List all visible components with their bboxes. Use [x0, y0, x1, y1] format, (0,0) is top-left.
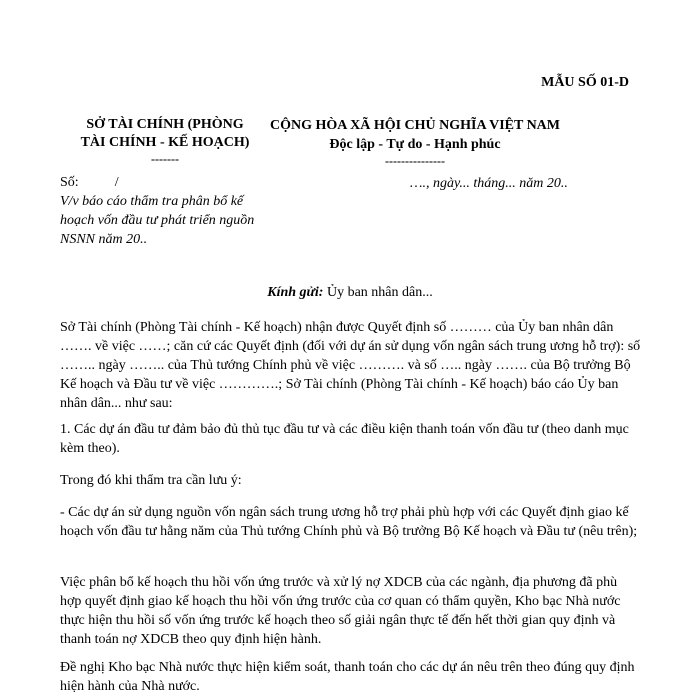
motto: Độc lập - Tự do - Hạnh phúc [329, 137, 501, 152]
paragraph-request: Đề nghị Kho bạc Nhà nước thực hiện kiểm soát, thanh toán cho các dự án nêu trên theo đúng quy định hiện hành của Nhà nước. [60, 660, 635, 694]
national-motto-header [262, 116, 568, 168]
recipient-label: Kính gửi: [267, 285, 324, 300]
paragraph-note-2: Việc phân bổ kế hoạch thu hồi vốn ứng trước và xử lý nợ XDCB của các ngành, địa phương đã phù hợp quyết định giao kế hoạch thu hồi vốn ứng trước của cơ quan có thẩm quyền, Kho bạc Nhà nước thực hiện thu hồi số vốn ứng trước kế hoạch theo số giải ngân thực tế đến hết thời gian quy định và thanh toán nợ XDCB theo quy định hiện hành. [60, 575, 621, 647]
date-line: …., ngày... tháng... năm 20.. [410, 176, 568, 191]
issuing-agency-header [60, 116, 270, 166]
agency-divider: ------- [151, 152, 179, 166]
recipient-line [0, 285, 700, 301]
paragraph-note-heading: Trong đó khi thẩm tra cần lưu ý: [60, 473, 242, 488]
agency-name-line1: SỞ TÀI CHÍNH (PHÒNG [86, 117, 244, 132]
paragraph-item-1: 1. Các dự án đầu tư đảm bảo đủ thủ tục đầu tư và các điều kiện thanh toán vốn đầu tư (theo danh mục kèm theo). [60, 422, 629, 456]
paragraph-note-1: - Các dự án sử dụng nguồn vốn ngân sách trung ương hỗ trợ phải phù hợp với các Quyết định giao kế hoạch vốn đầu tư hằng năm của Thủ tướng Chính phủ và Bộ trưởng Bộ Kế hoạch và Đầu tư (nêu trên); [60, 505, 638, 539]
document-number-slash: / [114, 175, 119, 190]
agency-name-line2: TÀI CHÍNH - KẾ HOẠCH) [80, 135, 250, 150]
form-code: MẪU SỐ 01-D [541, 75, 629, 90]
country-name: CỘNG HÒA XÃ HỘI CHỦ NGHĨA VIỆT NAM [269, 118, 560, 133]
recipient-value: Ủy ban nhân dân... [323, 285, 433, 300]
document-subject: V/v báo cáo thẩm tra phân bổ kế hoạch vốn đầu tư phát triển nguồn NSNN năm 20.. [60, 194, 255, 247]
motto-divider: --------------- [385, 154, 445, 168]
document-number-label: Số: [60, 175, 79, 190]
document-number [60, 175, 119, 191]
paragraph-intro: Sở Tài chính (Phòng Tài chính - Kế hoạch) nhận được Quyết định số ……… của Ủy ban nhân dân ……. về việc ……; căn cứ các Quyết định (đối với dự án sử dụng vốn ngân sách trung ương hỗ trợ): số …….. ngày …….. của Thủ tướng Chính phủ về việc ………. và số ….. ngày ……. của Bộ trưởng Bộ Kế hoạch và Đầu tư về việc ………….; Sở Tài chính (Phòng Tài chính - Kế hoạch) báo cáo Ủy ban nhân dân... như sau: [60, 320, 641, 411]
